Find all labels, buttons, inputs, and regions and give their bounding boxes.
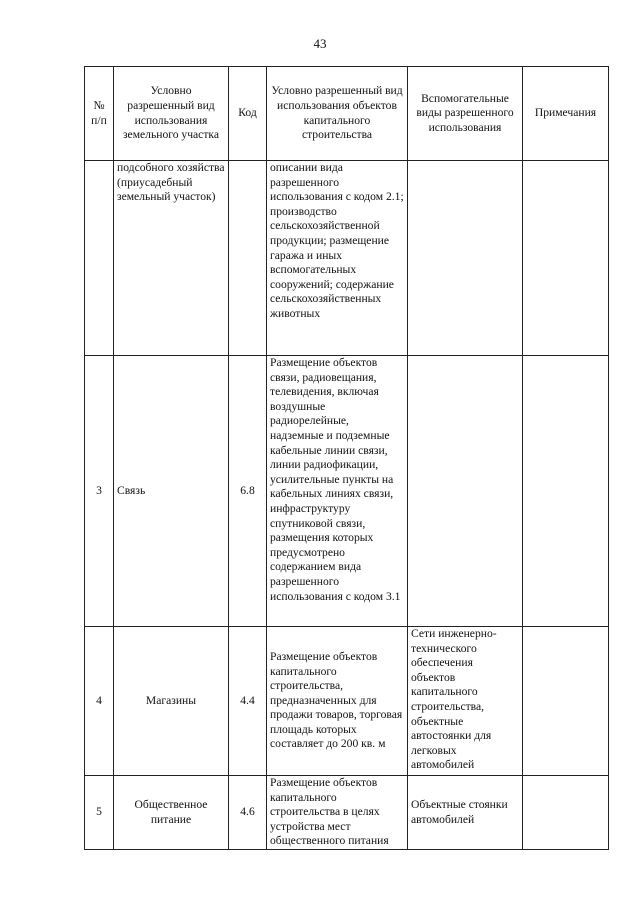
land-use-table	[84, 66, 609, 850]
row-code	[229, 161, 267, 356]
row-notes	[523, 161, 609, 356]
header-capital-use: Условно разрешенный вид использования объектов капитального строительства	[267, 67, 408, 161]
table-row	[85, 161, 609, 356]
row-notes	[523, 776, 609, 850]
table-row	[85, 356, 609, 627]
row-num: 4	[85, 627, 114, 776]
row-notes	[523, 627, 609, 776]
table-row	[85, 776, 609, 850]
row-code: 4.6	[229, 776, 267, 850]
row-land-use: Общественное питание	[114, 776, 229, 850]
row-auxiliary	[408, 356, 523, 627]
row-capital-use: Размещение объектов капитального строительства в целях устройства мест общественного питания	[267, 776, 408, 850]
row-code: 4.4	[229, 627, 267, 776]
header-notes: Примечания	[523, 67, 609, 161]
row-land-use: Магазины	[114, 627, 229, 776]
row-land-use: подсобного хозяйства (приусадебный земельный участок)	[114, 161, 229, 356]
row-capital-use: Размещение объектов связи, радиовещания, телевидения, включая воздушные радиорелейные, надземные и подземные кабельные линии связи, линии радиофикации, усилительные пункты на кабельных линиях связи, инфраструктуру спутниковой связи, размещения которых предусмотрено содержанием вида разрешенного использования с кодом 3.1	[267, 356, 408, 627]
row-capital-use: Размещение объектов капитального строительства, предназначенных для продажи товаров, торговая площадь которых составляет до 200 кв. м	[267, 627, 408, 776]
header-auxiliary: Вспомогательные виды разрешенного использования	[408, 67, 523, 161]
row-notes	[523, 356, 609, 627]
row-land-use: Связь	[114, 356, 229, 627]
header-code: Код	[229, 67, 267, 161]
row-num: 5	[85, 776, 114, 850]
row-auxiliary: Сети инженерно-технического обеспечения объектов капитального строительства, объектные автостоянки для легковых автомобилей	[408, 627, 523, 776]
row-num	[85, 161, 114, 356]
header-land-use: Условно разрешенный вид использования земельного участка	[114, 67, 229, 161]
row-code: 6.8	[229, 356, 267, 627]
row-capital-use: описании вида разрешенного использования с кодом 2.1; производство сельскохозяйственной продукции; размещение гаража и иных вспомогательных сооружений; содержание сельскохозяйственных животных	[267, 161, 408, 356]
row-auxiliary	[408, 161, 523, 356]
header-num: № п/п	[85, 67, 114, 161]
row-num: 3	[85, 356, 114, 627]
page-number: 43	[313, 36, 327, 51]
row-auxiliary: Объектные стоянки автомобилей	[408, 776, 523, 850]
table-header-row	[85, 67, 609, 161]
table-row	[85, 627, 609, 776]
